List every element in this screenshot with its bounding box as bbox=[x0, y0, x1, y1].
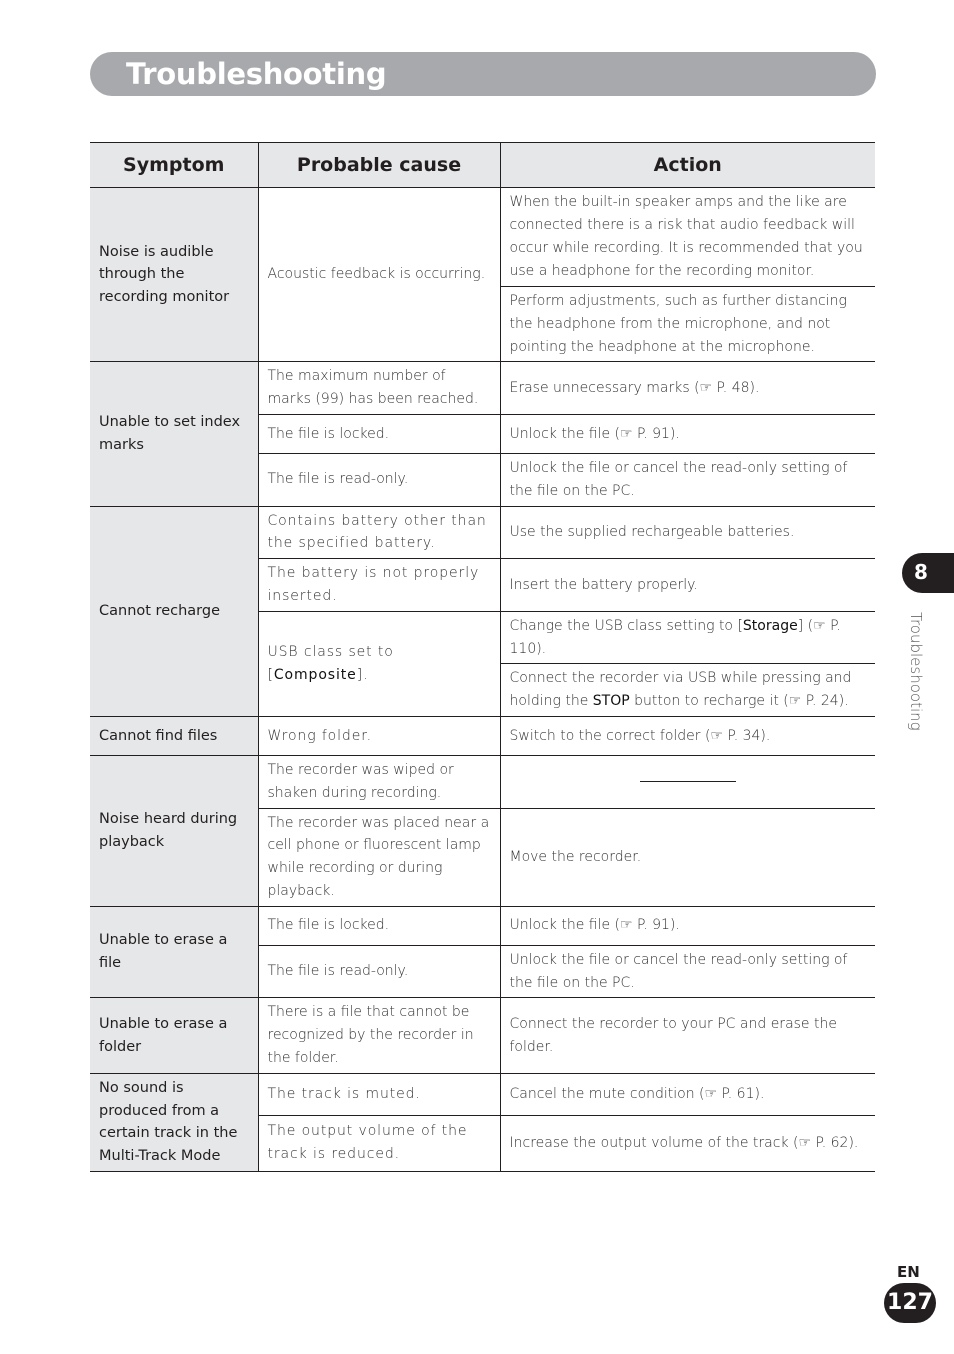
table-header-row bbox=[90, 143, 875, 188]
header-probable-cause: Probable cause bbox=[258, 143, 500, 188]
table-row bbox=[90, 188, 875, 287]
cause-cell: The maximum number of marks (99) has been reached. bbox=[258, 362, 500, 415]
action-cell: Unlock the file or cancel the read-only setting of the file on the PC. bbox=[500, 453, 875, 506]
action-cell: Increase the output volume of the track (☞ P. 62). bbox=[500, 1115, 875, 1171]
action-cell: Move the recorder. bbox=[500, 808, 875, 906]
cause-cell: The file is locked. bbox=[258, 414, 500, 453]
cause-cell: The output volume of the track is reduced. bbox=[258, 1115, 500, 1171]
stop-button-label: STOP bbox=[592, 693, 630, 710]
symptom-cell: No sound is produced from a certain track in the Multi-Track Mode bbox=[90, 1073, 258, 1171]
header-action: Action bbox=[500, 143, 875, 188]
chapter-number: 8 bbox=[914, 560, 928, 584]
table-row bbox=[90, 362, 875, 415]
cause-cell: The track is muted. bbox=[258, 1073, 500, 1115]
action-text: Change the USB class setting to [ bbox=[509, 617, 743, 634]
cause-cell: Contains battery other than the specified battery. bbox=[258, 506, 500, 559]
action-cell-empty bbox=[500, 755, 875, 808]
language-label: EN bbox=[897, 1263, 920, 1281]
header-symptom: Symptom bbox=[90, 143, 258, 188]
title-banner bbox=[90, 52, 876, 96]
cause-cell bbox=[258, 611, 500, 716]
cause-text: USB class set to [ bbox=[267, 644, 394, 683]
table-row bbox=[90, 1073, 875, 1115]
symptom-cell: Cannot find files bbox=[90, 716, 258, 755]
action-cell: Connect the recorder to your PC and erase the folder. bbox=[500, 998, 875, 1073]
action-cell: When the built-in speaker amps and the like are connected there is a risk that audio feedback will occur while recording. It is recommended that you use a headphone for the recording monitor. bbox=[500, 188, 875, 287]
composite-setting: Composite bbox=[273, 666, 357, 683]
chapter-tab bbox=[902, 553, 954, 593]
cause-cell: The file is read-only. bbox=[258, 945, 500, 998]
symptom-cell: Unable to set index marks bbox=[90, 362, 258, 506]
chapter-side-label: Troubleshooting bbox=[907, 612, 925, 731]
action-cell: Use the supplied rechargeable batteries. bbox=[500, 506, 875, 559]
cause-cell: Acoustic feedback is occurring. bbox=[258, 188, 500, 362]
troubleshooting-table bbox=[90, 142, 875, 1172]
table-row bbox=[90, 906, 875, 945]
cause-cell: Wrong folder. bbox=[258, 716, 500, 755]
action-cell bbox=[500, 664, 875, 717]
table-row bbox=[90, 998, 875, 1073]
blank-line bbox=[640, 781, 736, 782]
action-text: Connect the recorder via USB while pressing and holding the bbox=[509, 670, 852, 710]
cause-text: ]. bbox=[356, 666, 369, 683]
symptom-cell: Unable to erase a file bbox=[90, 906, 258, 998]
table-row bbox=[90, 506, 875, 559]
action-cell: Perform adjustments, such as further distancing the headphone from the microphone, and not pointing the headphone at the microphone. bbox=[500, 287, 875, 362]
action-cell: Switch to the correct folder (☞ P. 34). bbox=[500, 716, 875, 755]
action-text: ] (☞ P. 110). bbox=[509, 617, 841, 657]
symptom-cell: Cannot recharge bbox=[90, 506, 258, 716]
action-cell: Erase unnecessary marks (☞ P. 48). bbox=[500, 362, 875, 415]
cause-cell: The battery is not properly inserted. bbox=[258, 559, 500, 612]
symptom-cell: Noise is audible through the recording monitor bbox=[90, 188, 258, 362]
table-row bbox=[90, 716, 875, 755]
symptom-cell: Noise heard during playback bbox=[90, 755, 258, 906]
cause-cell: There is a file that cannot be recognized by the recorder in the folder. bbox=[258, 998, 500, 1073]
action-text: button to recharge it (☞ P. 24). bbox=[629, 693, 849, 710]
page-title: Troubleshooting bbox=[126, 57, 387, 91]
action-cell: Cancel the mute condition (☞ P. 61). bbox=[500, 1073, 875, 1115]
action-cell bbox=[500, 611, 875, 664]
cause-cell: The recorder was placed near a cell phone or fluorescent lamp while recording or during playback. bbox=[258, 808, 500, 906]
cause-cell: The recorder was wiped or shaken during recording. bbox=[258, 755, 500, 808]
storage-setting: Storage bbox=[742, 617, 798, 634]
symptom-cell: Unable to erase a folder bbox=[90, 998, 258, 1073]
cause-cell: The file is read-only. bbox=[258, 453, 500, 506]
page-number: 127 bbox=[884, 1283, 936, 1323]
action-cell: Unlock the file or cancel the read-only setting of the file on the PC. bbox=[500, 945, 875, 998]
action-cell: Insert the battery properly. bbox=[500, 559, 875, 612]
cause-cell: The file is locked. bbox=[258, 906, 500, 945]
action-cell: Unlock the file (☞ P. 91). bbox=[500, 414, 875, 453]
table-row bbox=[90, 755, 875, 808]
action-cell: Unlock the file (☞ P. 91). bbox=[500, 906, 875, 945]
